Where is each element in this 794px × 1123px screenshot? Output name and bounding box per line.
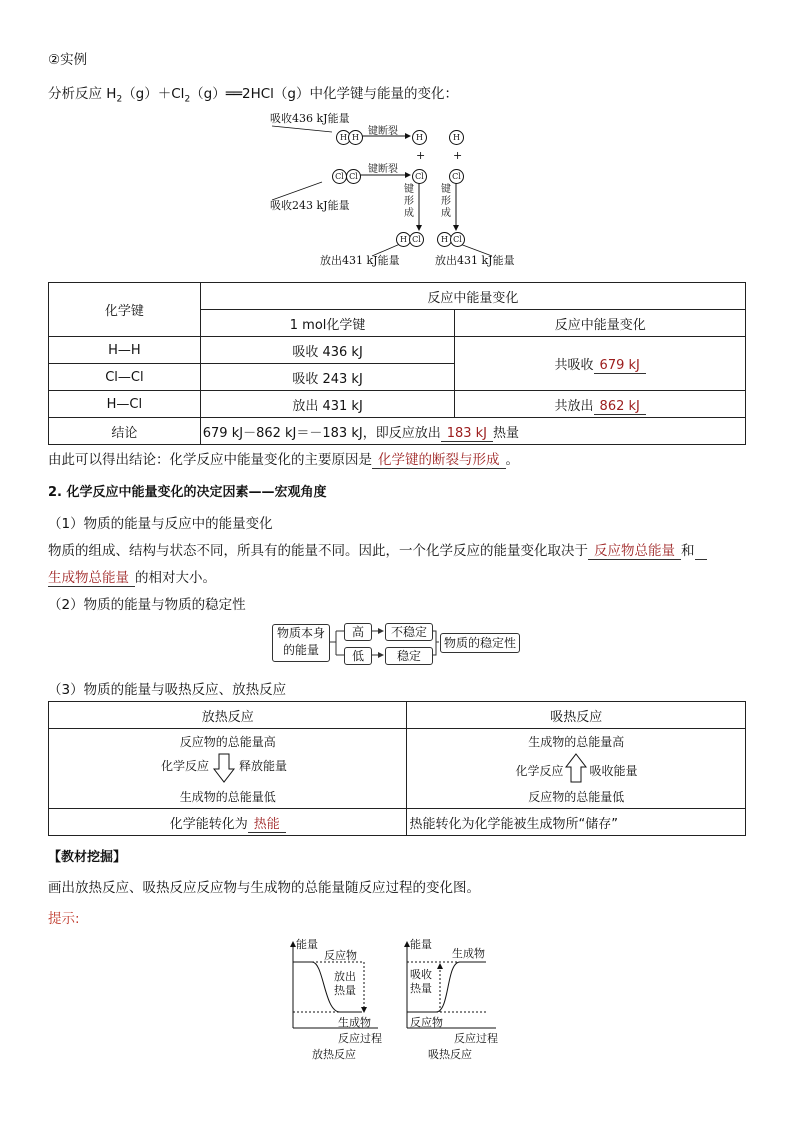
exo-bottom: 生成物的总能量低 [179, 790, 276, 804]
answer-blank: 862 kJ [594, 399, 646, 415]
bond-diagram [260, 104, 540, 270]
sub1-body-line1: 物质的组成、结构与状态不同，所具有的能量不同。因此，一个化学反应的能量变化取决于 反应物总能量 和 [48, 539, 707, 559]
h-atom: H [396, 232, 411, 247]
endothermic-graph [396, 936, 516, 1061]
energy-source-box: 物质本身的能量 [272, 624, 330, 662]
answer-blank: 化学键的断裂与形成 [372, 452, 506, 469]
answer-blank: 183 kJ [441, 426, 493, 442]
example-heading: ②实例 [48, 52, 88, 68]
textbook-title: 【教材挖掘】 [48, 850, 127, 865]
hint-label: 提示: [48, 911, 80, 927]
absorb-436-label: 吸收436 kJ能量 [270, 112, 350, 125]
table-subheader-1mol: 1 mol化学键 [200, 310, 455, 337]
cl-atom: Cl [449, 169, 464, 184]
exo-right: 释放能量 [239, 759, 288, 773]
exo-caption: 放热反应 [312, 1048, 356, 1061]
table-cell-energy: 吸收 436 kJ [200, 337, 455, 364]
exothermic-graph [282, 936, 397, 1061]
endothermic-diagram-cell [407, 729, 746, 809]
release-431-label: 放出431 kJ能量 [320, 254, 400, 267]
cl-atom: Cl [412, 169, 427, 184]
analyze-line: 分析反应 $H_2(g)+Cl_2(g)══2HCl(g)$中化学键与能量的变化： [48, 86, 459, 105]
up-arrow-icon [565, 753, 587, 783]
endo-x-axis-label: 反应过程 [454, 1032, 498, 1045]
endo-bottom: 反应物的总能量低 [528, 790, 625, 804]
exo-top-label: 反应物 [324, 949, 357, 962]
endo-top: 生成物的总能量高 [528, 735, 625, 749]
reaction-type-table [48, 701, 746, 836]
h-atom: H [336, 130, 351, 145]
low-box: 低 [344, 647, 372, 665]
table-cell-bond: H—H [49, 337, 201, 364]
unstable-box: 不稳定 [385, 623, 433, 641]
answer-blank: 生成物总能量 [48, 570, 135, 587]
endo-middle-label: 吸收热量 [410, 968, 432, 995]
answer-blank: 679 kJ [594, 358, 646, 374]
endo-caption: 吸热反应 [428, 1048, 472, 1061]
exothermic-diagram-cell [49, 729, 407, 809]
stability-diagram [272, 620, 522, 668]
table-subheader-energy: 反应中能量变化 [455, 310, 746, 337]
endo-top-label: 生成物 [452, 947, 485, 960]
endo-y-axis-label: 能量 [410, 938, 432, 951]
sub1-body-line2: 生成物总能量 的相对大小。 [48, 570, 216, 586]
table-cell-energy: 放出 431 kJ [200, 391, 455, 418]
h-atom: H [412, 130, 427, 145]
exo-x-axis-label: 反应过程 [338, 1032, 382, 1045]
exo-y-axis-label: 能量 [296, 938, 318, 951]
table-cell-conclusion-label: 结论 [49, 418, 201, 445]
form-label: 键 形 成 [404, 184, 414, 219]
section2-title: 2. 化学反应中能量变化的决定因素——宏观角度 [48, 485, 327, 500]
exo-left: 化学反应 [161, 759, 210, 773]
break-label: 键断裂 [368, 164, 398, 175]
high-box: 高 [344, 623, 372, 641]
table-cell-bond: H—Cl [49, 391, 201, 418]
table-cell-total-absorb: 共吸收 679 kJ [455, 337, 746, 391]
stability-box: 物质的稳定性 [440, 633, 520, 653]
form-label: 键 形 成 [441, 184, 451, 219]
endo-bottom-label: 反应物 [410, 1016, 443, 1029]
conclusion-line: 由此可以得出结论：化学反应中能量变化的主要原因是 化学键的断裂与形成 。 [48, 452, 519, 468]
break-label: 键断裂 [368, 126, 398, 137]
sub1-title: （1）物质的能量与反应中的能量变化 [48, 516, 273, 532]
table-header-bond: 化学键 [49, 283, 201, 337]
table-cell-energy: 吸收 243 kJ [200, 364, 455, 391]
exo-conversion: 化学能转化为 热能 [49, 809, 407, 836]
endo-right: 吸收能量 [589, 764, 638, 778]
h-atom: H [437, 232, 452, 247]
h-atom: H [449, 130, 464, 145]
sub3-title: （3）物质的能量与吸热反应、放热反应 [48, 682, 287, 698]
stable-box: 稳定 [385, 647, 433, 665]
header-endothermic: 吸热反应 [407, 702, 746, 729]
release-431-label: 放出431 kJ能量 [435, 254, 515, 267]
endo-conversion: 热能转化为化学能被生成物所“储存” [407, 809, 746, 836]
exo-middle-label: 放出热量 [334, 970, 356, 997]
h-atom: H [348, 130, 363, 145]
absorb-243-label: 吸收243 kJ能量 [270, 199, 350, 212]
cl-atom: Cl [450, 232, 465, 247]
answer-blank: 热能 [248, 817, 286, 833]
plus-sign: + [453, 149, 463, 162]
table-header-energy: 反应中能量变化 [200, 283, 745, 310]
textbook-body: 画出放热反应、吸热反应反应物与生成物的总能量随反应过程的变化图。 [48, 880, 480, 896]
table-cell-total-release: 共放出 862 kJ [455, 391, 746, 418]
header-exothermic: 放热反应 [49, 702, 407, 729]
sub2-title: （2）物质的能量与物质的稳定性 [48, 597, 246, 613]
bond-energy-table [48, 282, 746, 445]
answer-blank: 反应物总能量 [588, 543, 681, 560]
plus-sign: + [416, 149, 426, 162]
endo-left: 化学反应 [515, 764, 564, 778]
exo-bottom-label: 生成物 [338, 1016, 371, 1029]
cl-atom: Cl [409, 232, 424, 247]
exo-top: 反应物的总能量高 [179, 735, 276, 749]
table-cell-bond: Cl—Cl [49, 364, 201, 391]
cl-atom: Cl [346, 169, 361, 184]
down-arrow-icon [213, 753, 235, 783]
cl-atom: Cl [332, 169, 347, 184]
table-cell-conclusion: 679 kJ－862 kJ＝－183 kJ，即反应放出 183 kJ 热量 [200, 418, 745, 445]
